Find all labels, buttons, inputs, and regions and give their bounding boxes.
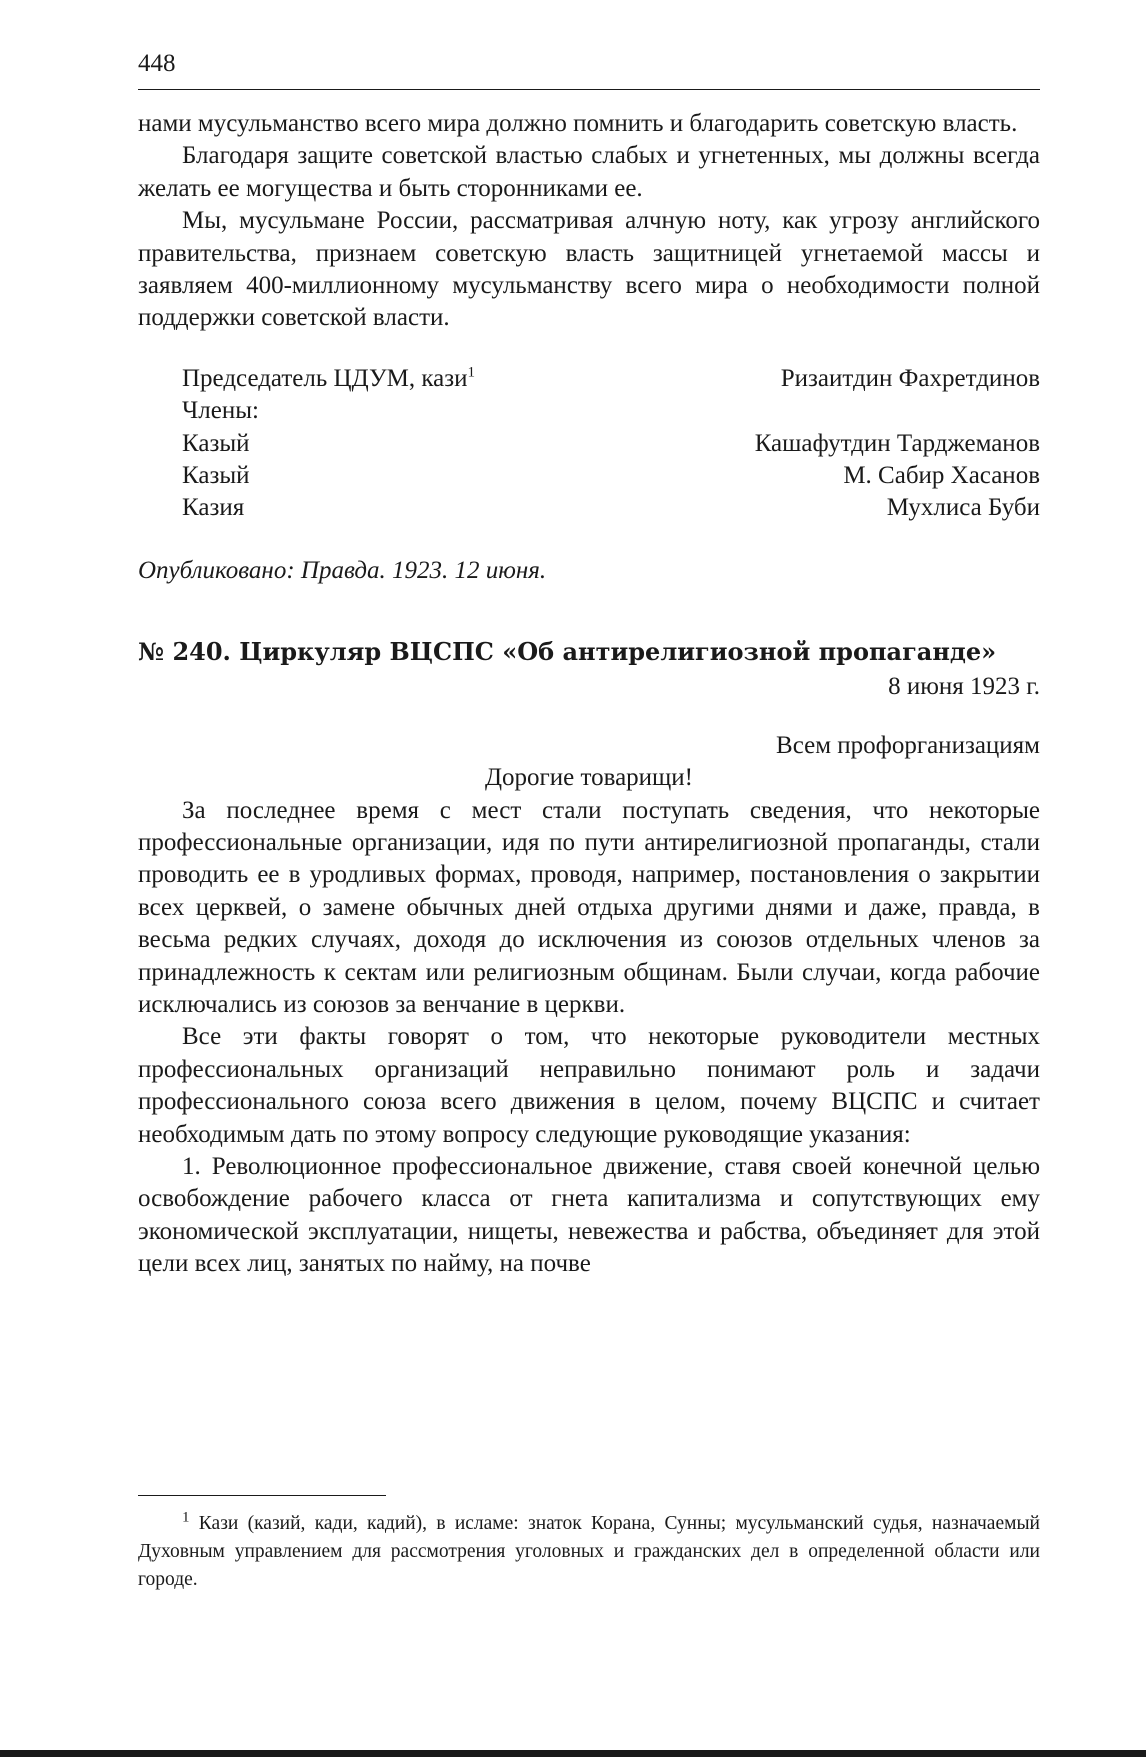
signature-row [182,460,1040,492]
signatory-title: Казый [182,429,250,457]
salutation: Дорогие товарищи! [484,764,694,792]
signatory-title: Казый [182,462,250,490]
signature-block [138,363,1040,525]
document-addressee: Всем профорганизациям [776,731,1040,759]
footnote [138,1510,1040,1594]
signature-row [182,395,1040,427]
publication-source: Опубликовано: Правда. 1923. 12 июня. [138,556,547,584]
header-rule [138,89,1040,90]
signatory-name: Кашафутдин Тарджеманов [754,429,1040,457]
signatory-name: Ризаитдин Фахретдинов [780,364,1040,392]
signatory-title: Казия [182,494,245,522]
footnote-rule [138,1495,386,1496]
footnote-text: Кази (казий, кади, кадий), в исламе: знаток Корана, Сунны; мусульманский судья, назначаемый Духовным управлением для рассмотрения уголовных и гражданских дел в определенной области или городе. [138,1513,1040,1590]
scan-edge [0,1750,1146,1757]
signature-row [182,363,1040,395]
paragraph: Все эти факты говорят о том, что некоторые руководители местных профессиональных организаций неправильно понимают роль и задачи профессионального союза всего движения в целом, почему ВЦСПС и считает необходимым дать по этому вопросу следующие руководящие указания: [138,1023,1040,1148]
signature-row [182,428,1040,460]
paragraph: Мы, мусульмане России, рассматривая алчную ноту, как угрозу английского правительства, признаем советскую власть защитницей угнетаемой массы и заявляем 400-миллионному мусульманству всего мира о необходимости полной поддержки советской власти. [138,207,1040,332]
document-date: 8 июня 1923 г. [888,673,1040,701]
paragraph: Благодаря защите советской властью слабых и угнетенных, мы должны всегда желать ее могущества и быть сторонниками ее. [138,142,1040,202]
paragraph: нами мусульманство всего мира должно помнить и благодарить советскую власть. [138,110,1018,137]
paragraph: За последнее время с мест стали поступать сведения, что некоторые профессиональные организации, идя по пути антирелигиозной пропаганды, стали проводить ее в уродливых формах, проводя, например, постановления о закрытии всех церквей, о замене обычных дней отдыха другими днями и даже, правда, в весьма редких случаях, доходя до исключения из союзов отдельных членов за принадлежность к сектам или религиозным общинам. Были случаи, когда рабочие исключались из союзов за венчание в церкви. [138,796,1040,1018]
body-text [138,108,1040,1281]
page-number: 448 [138,50,176,77]
signatory-title: Председатель ЦДУМ, кази$^1$ [182,364,475,392]
paragraph: 1. Революционное профессиональное движение, ставя своей конечной целью освобождение рабочего класса от гнета капитализма и сопутствующих ему экономической эксплуатации, нищеты, невежества и рабства, объединяет для этой цели всех лиц, занятых по найму, на почве [138,1152,1040,1278]
footnote-ref[interactable]: 1 [467,364,475,381]
footnote-marker: 1 [182,1509,190,1526]
document-title: № 240. Циркуляр ВЦСПС «Об антирелигиозной пропаганде» [138,637,997,667]
signature-row [182,492,1040,524]
signatory-name: М. Сабир Хасанов [843,462,1040,490]
signatory-name: Мухлиса Буби [886,494,1040,522]
signatory-title: Члены: [182,397,259,425]
